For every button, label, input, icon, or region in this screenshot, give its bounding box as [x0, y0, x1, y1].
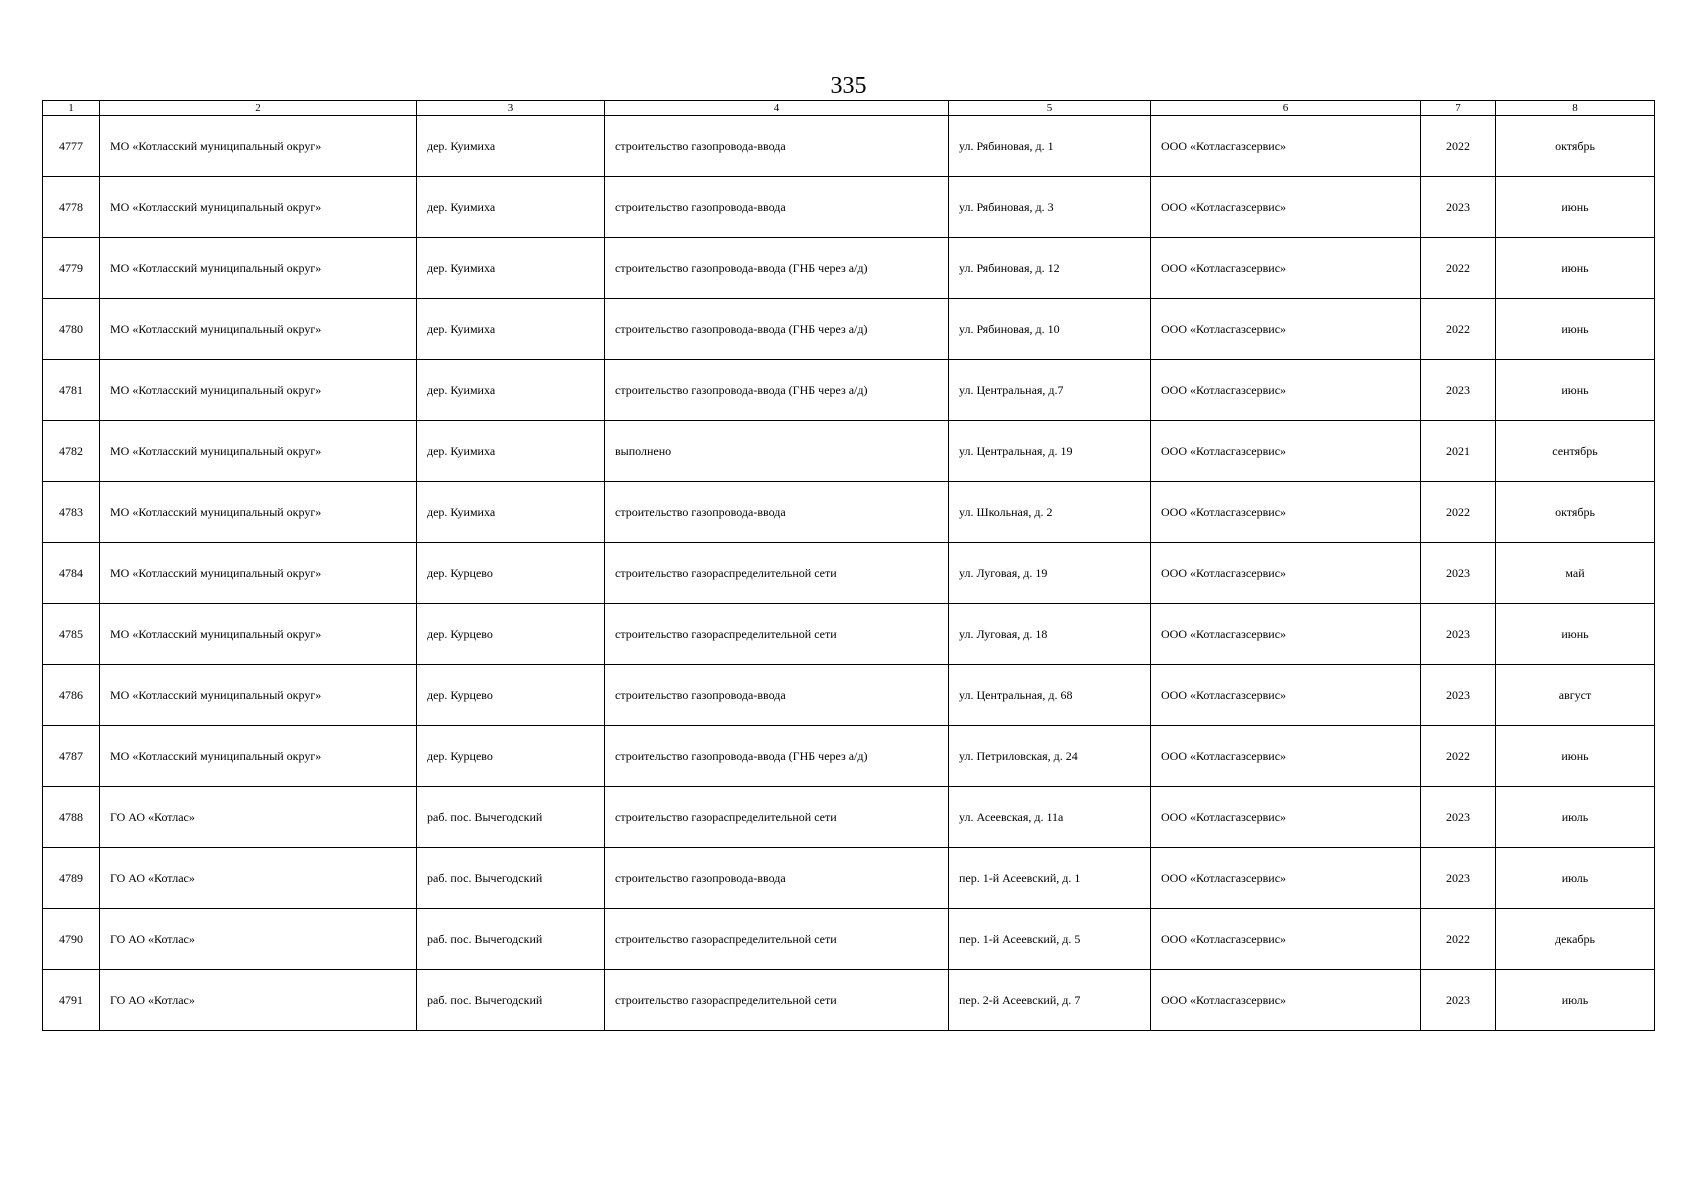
header-col-2: 2 [100, 101, 417, 116]
cell-contractor: ООО «Котласгазсервис» [1151, 116, 1421, 177]
cell-municipality: ГО АО «Котлас» [100, 909, 417, 970]
cell-address: ул. Центральная, д.7 [949, 360, 1151, 421]
cell-number: 4789 [43, 848, 100, 909]
cell-year: 2022 [1421, 238, 1496, 299]
header-col-3: 3 [417, 101, 605, 116]
cell-address: ул. Рябиновая, д. 10 [949, 299, 1151, 360]
table-row [43, 360, 1655, 421]
table-row [43, 543, 1655, 604]
header-row [43, 101, 1655, 116]
header-col-7: 7 [1421, 101, 1496, 116]
cell-month: июнь [1496, 299, 1655, 360]
cell-work: строительство газопровода-ввода [605, 665, 949, 726]
cell-year: 2022 [1421, 482, 1496, 543]
cell-number: 4786 [43, 665, 100, 726]
cell-number: 4783 [43, 482, 100, 543]
table-header [43, 101, 1655, 116]
cell-settlement: раб. пос. Вычегодский [417, 909, 605, 970]
cell-month: июнь [1496, 726, 1655, 787]
cell-number: 4785 [43, 604, 100, 665]
table-body [43, 116, 1655, 1031]
cell-municipality: ГО АО «Котлас» [100, 787, 417, 848]
cell-work: строительство газопровода-ввода [605, 116, 949, 177]
cell-year: 2023 [1421, 543, 1496, 604]
cell-address: ул. Луговая, д. 19 [949, 543, 1151, 604]
cell-month: июль [1496, 787, 1655, 848]
cell-municipality: МО «Котласский муниципальный округ» [100, 421, 417, 482]
cell-settlement: раб. пос. Вычегодский [417, 787, 605, 848]
cell-settlement: дер. Курцево [417, 543, 605, 604]
cell-month: декабрь [1496, 909, 1655, 970]
cell-municipality: МО «Котласский муниципальный округ» [100, 238, 417, 299]
table-row [43, 238, 1655, 299]
cell-year: 2022 [1421, 909, 1496, 970]
header-col-1: 1 [43, 101, 100, 116]
cell-work: строительство газораспределительной сети [605, 909, 949, 970]
cell-settlement: дер. Курцево [417, 604, 605, 665]
cell-settlement: раб. пос. Вычегодский [417, 848, 605, 909]
cell-year: 2023 [1421, 604, 1496, 665]
cell-address: ул. Рябиновая, д. 3 [949, 177, 1151, 238]
cell-month: октябрь [1496, 116, 1655, 177]
cell-settlement: дер. Куимиха [417, 482, 605, 543]
cell-month: май [1496, 543, 1655, 604]
cell-work: строительство газопровода-ввода (ГНБ через а/д) [605, 360, 949, 421]
cell-work: строительство газопровода-ввода [605, 177, 949, 238]
cell-address: пер. 1-й Асеевский, д. 1 [949, 848, 1151, 909]
cell-month: июнь [1496, 360, 1655, 421]
cell-municipality: МО «Котласский муниципальный округ» [100, 177, 417, 238]
table-row [43, 970, 1655, 1031]
cell-address: ул. Центральная, д. 19 [949, 421, 1151, 482]
cell-address: пер. 1-й Асеевский, д. 5 [949, 909, 1151, 970]
cell-year: 2023 [1421, 360, 1496, 421]
cell-work: выполнено [605, 421, 949, 482]
cell-work: строительство газопровода-ввода (ГНБ через а/д) [605, 238, 949, 299]
cell-settlement: дер. Куимиха [417, 116, 605, 177]
table-row [43, 787, 1655, 848]
cell-month: июнь [1496, 177, 1655, 238]
cell-settlement: дер. Куимиха [417, 299, 605, 360]
cell-number: 4779 [43, 238, 100, 299]
cell-work: строительство газопровода-ввода (ГНБ через а/д) [605, 299, 949, 360]
cell-contractor: ООО «Котласгазсервис» [1151, 970, 1421, 1031]
cell-contractor: ООО «Котласгазсервис» [1151, 726, 1421, 787]
cell-municipality: МО «Котласский муниципальный округ» [100, 543, 417, 604]
table-row [43, 299, 1655, 360]
cell-contractor: ООО «Котласгазсервис» [1151, 604, 1421, 665]
cell-work: строительство газопровода-ввода [605, 848, 949, 909]
cell-month: август [1496, 665, 1655, 726]
cell-year: 2023 [1421, 787, 1496, 848]
cell-month: сентябрь [1496, 421, 1655, 482]
table-row [43, 604, 1655, 665]
page-number: 335 [830, 73, 867, 99]
cell-contractor: ООО «Котласгазсервис» [1151, 909, 1421, 970]
cell-contractor: ООО «Котласгазсервис» [1151, 360, 1421, 421]
cell-address: ул. Рябиновая, д. 1 [949, 116, 1151, 177]
cell-contractor: ООО «Котласгазсервис» [1151, 299, 1421, 360]
cell-number: 4780 [43, 299, 100, 360]
table-row [43, 848, 1655, 909]
cell-municipality: МО «Котласский муниципальный округ» [100, 360, 417, 421]
table-row [43, 177, 1655, 238]
cell-work: строительство газопровода-ввода (ГНБ через а/д) [605, 726, 949, 787]
table-row [43, 665, 1655, 726]
cell-number: 4784 [43, 543, 100, 604]
cell-settlement: дер. Курцево [417, 726, 605, 787]
cell-municipality: МО «Котласский муниципальный округ» [100, 665, 417, 726]
cell-month: июль [1496, 848, 1655, 909]
cell-number: 4788 [43, 787, 100, 848]
header-col-8: 8 [1496, 101, 1655, 116]
cell-year: 2023 [1421, 848, 1496, 909]
cell-contractor: ООО «Котласгазсервис» [1151, 665, 1421, 726]
cell-settlement: дер. Куимиха [417, 177, 605, 238]
cell-contractor: ООО «Котласгазсервис» [1151, 177, 1421, 238]
table-row [43, 482, 1655, 543]
cell-municipality: МО «Котласский муниципальный округ» [100, 604, 417, 665]
cell-work: строительство газораспределительной сети [605, 604, 949, 665]
cell-number: 4778 [43, 177, 100, 238]
cell-year: 2022 [1421, 726, 1496, 787]
cell-settlement: дер. Куимиха [417, 360, 605, 421]
gasification-table [42, 100, 1655, 1031]
cell-number: 4790 [43, 909, 100, 970]
cell-municipality: МО «Котласский муниципальный округ» [100, 299, 417, 360]
cell-year: 2022 [1421, 116, 1496, 177]
cell-address: ул. Центральная, д. 68 [949, 665, 1151, 726]
cell-number: 4777 [43, 116, 100, 177]
cell-work: строительство газораспределительной сети [605, 787, 949, 848]
cell-municipality: МО «Котласский муниципальный округ» [100, 726, 417, 787]
cell-work: строительство газопровода-ввода [605, 482, 949, 543]
cell-settlement: раб. пос. Вычегодский [417, 970, 605, 1031]
cell-address: ул. Луговая, д. 18 [949, 604, 1151, 665]
cell-municipality: ГО АО «Котлас» [100, 848, 417, 909]
cell-work: строительство газораспределительной сети [605, 970, 949, 1031]
cell-address: пер. 2-й Асеевский, д. 7 [949, 970, 1151, 1031]
cell-municipality: ГО АО «Котлас» [100, 970, 417, 1031]
cell-address: ул. Рябиновая, д. 12 [949, 238, 1151, 299]
table-row [43, 421, 1655, 482]
cell-number: 4791 [43, 970, 100, 1031]
header-col-6: 6 [1151, 101, 1421, 116]
cell-contractor: ООО «Котласгазсервис» [1151, 543, 1421, 604]
cell-address: ул. Петриловская, д. 24 [949, 726, 1151, 787]
cell-contractor: ООО «Котласгазсервис» [1151, 238, 1421, 299]
cell-number: 4787 [43, 726, 100, 787]
table-row [43, 726, 1655, 787]
table-row [43, 909, 1655, 970]
header-col-5: 5 [949, 101, 1151, 116]
cell-number: 4781 [43, 360, 100, 421]
cell-month: июнь [1496, 238, 1655, 299]
cell-settlement: дер. Курцево [417, 665, 605, 726]
cell-address: ул. Школьная, д. 2 [949, 482, 1151, 543]
cell-settlement: дер. Куимиха [417, 421, 605, 482]
cell-municipality: МО «Котласский муниципальный округ» [100, 482, 417, 543]
cell-month: июль [1496, 970, 1655, 1031]
cell-contractor: ООО «Котласгазсервис» [1151, 482, 1421, 543]
cell-year: 2023 [1421, 665, 1496, 726]
cell-contractor: ООО «Котласгазсервис» [1151, 421, 1421, 482]
cell-number: 4782 [43, 421, 100, 482]
cell-contractor: ООО «Котласгазсервис» [1151, 848, 1421, 909]
cell-year: 2022 [1421, 299, 1496, 360]
cell-address: ул. Асеевская, д. 11а [949, 787, 1151, 848]
table-row [43, 116, 1655, 177]
cell-year: 2023 [1421, 970, 1496, 1031]
cell-contractor: ООО «Котласгазсервис» [1151, 787, 1421, 848]
cell-month: июнь [1496, 604, 1655, 665]
header-col-4: 4 [605, 101, 949, 116]
cell-month: октябрь [1496, 482, 1655, 543]
cell-municipality: МО «Котласский муниципальный округ» [100, 116, 417, 177]
cell-settlement: дер. Куимиха [417, 238, 605, 299]
cell-year: 2023 [1421, 177, 1496, 238]
cell-year: 2021 [1421, 421, 1496, 482]
cell-work: строительство газораспределительной сети [605, 543, 949, 604]
